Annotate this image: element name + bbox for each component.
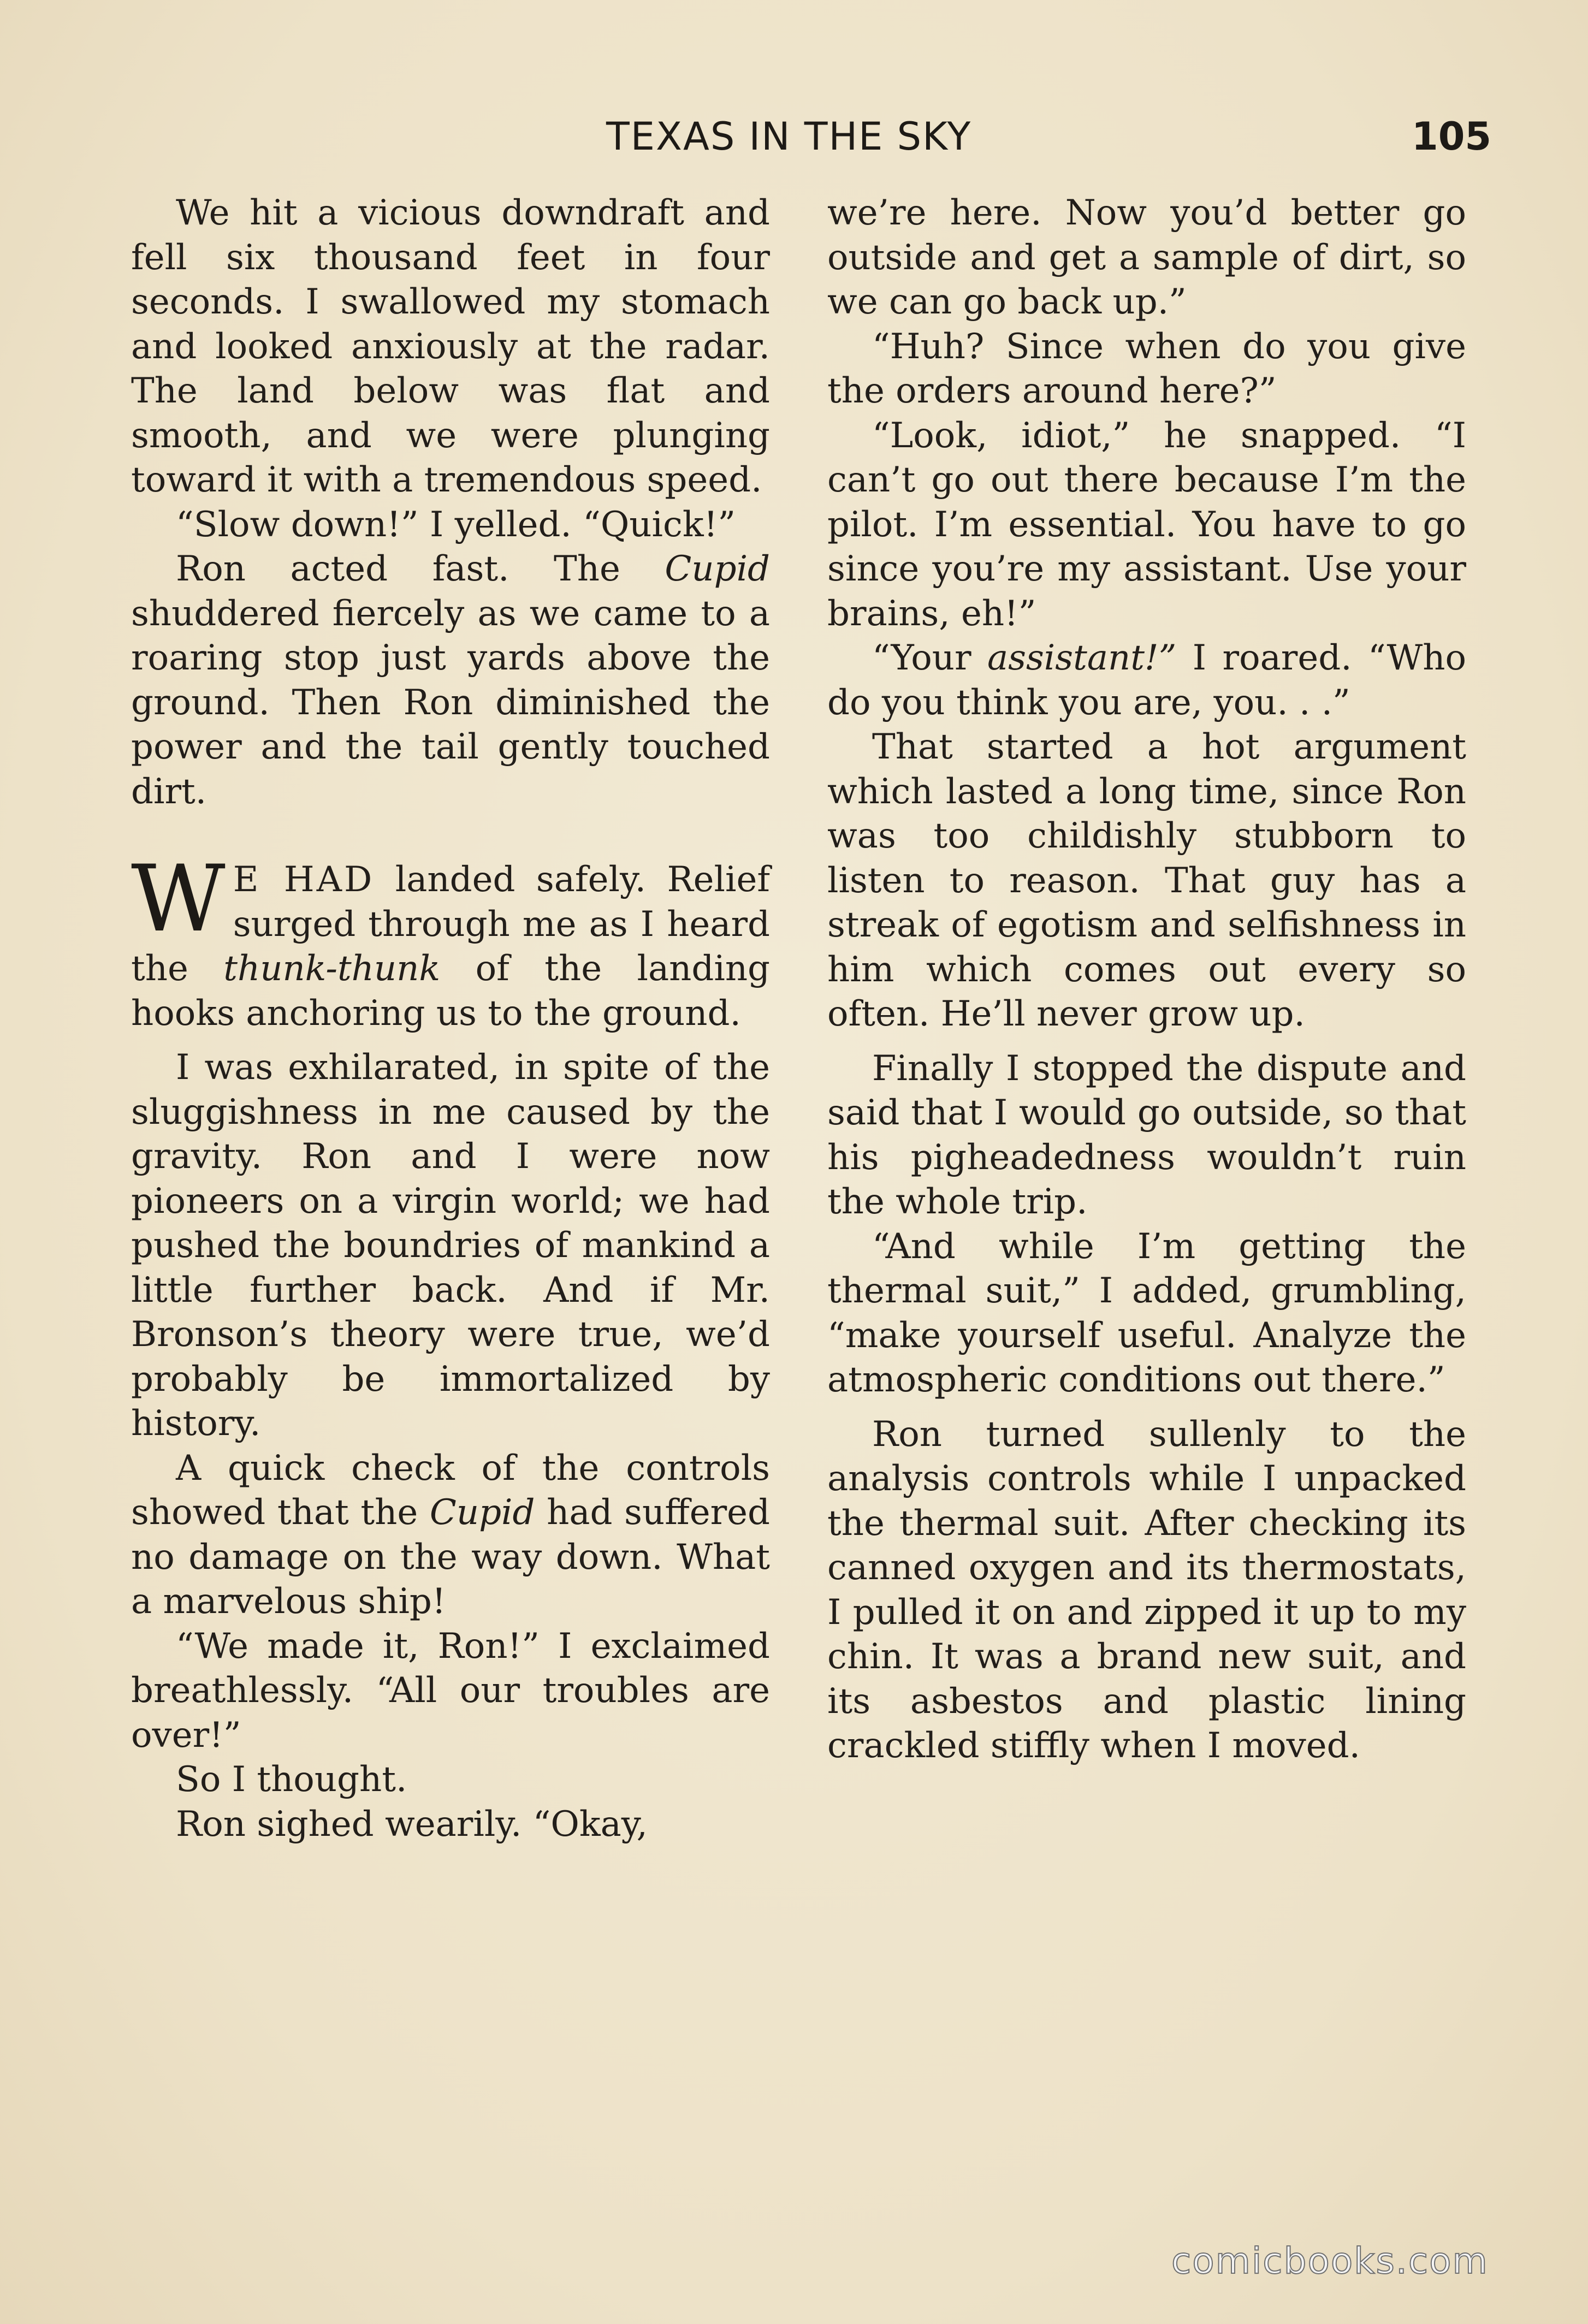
paragraph-continued: we’re here. Now you’d better go outside and get a sample of dirt, so we can go back up.” <box>827 193 1466 322</box>
paragraph: “We made it, Ron!” I exclaimed breathlessly. “All our troubles are over!” <box>131 1626 770 1756</box>
paragraph: That started a hot argument which lasted a long time, since Ron was too childishly stubborn to listen to reason. That guy has a streak of egotism and selfishness in him which comes out every so often. He’ll never grow up. <box>827 727 1466 1034</box>
drop-cap: W <box>131 845 226 952</box>
paragraph: We hit a vicious downdraft and fell six thousand feet in four seconds. I swallowed my stomach and looked anxiously at the radar. The land below was flat and smooth, and we were plunging toward it with a tremendous speed. <box>131 193 770 500</box>
paragraph: “Slow down!” I yelled. “Quick!” <box>176 504 736 545</box>
text-run: I roared. “Who do you think you are, you. . .” <box>827 638 1466 723</box>
page-number: 105 <box>1412 114 1492 159</box>
paragraph: So I thought. <box>176 1759 407 1800</box>
paragraph <box>827 636 1466 725</box>
text-run: landed safely. Relief surged through me as I heard the <box>131 859 770 989</box>
paragraph: Ron turned sullenly to the analysis controls while I unpacked the thermal suit. After checking its canned oxygen and its thermostats, I pulled it on and zipped it up to my chin. It was a brand new suit, and its asbestos and plastic lining crackled stiffly when I moved. <box>827 1414 1466 1766</box>
text-run: “Your <box>872 638 987 678</box>
right-column <box>827 191 1466 1769</box>
text-run: had suffered no damage on the way down. What a marvelous ship! <box>131 1492 771 1622</box>
page-title: TEXAS IN THE SKY <box>606 114 972 159</box>
text-run: of the landing hooks anchoring us to the ground. <box>131 948 770 1034</box>
paragraph <box>131 1446 770 1625</box>
paragraph: Finally I stopped the dispute and said that I would go outside, so that his pigheadedness wouldn’t ruin the whole trip. <box>827 1048 1466 1222</box>
text-run: Ron acted fast. The <box>176 549 665 589</box>
text-run: A quick check of the controls showed that the <box>131 1448 770 1533</box>
running-head <box>0 112 1588 161</box>
paragraph: “And while I’m getting the thermal suit,” I added, grumbling, “make yourself useful. Analyze the atmospheric conditions out there.” <box>827 1226 1466 1400</box>
ship-name: Cupid <box>429 1492 535 1533</box>
paragraph: “Look, idiot,” he snapped. “I can’t go out there because I’m the pilot. I’m essential. You have to go since you’re my assistant. Use your brains, eh!” <box>827 415 1466 634</box>
paragraph-spacer <box>827 1037 1466 1047</box>
paragraph: I was exhilarated, in spite of the sluggishness in me caused by the gravity. Ron and I were now pioneers on a virgin world; we had pushed the boundries of mankind a little further back. And if Mr. Bronson’s theory were true, we’d probably be immortalized by history. <box>131 1047 770 1444</box>
watermark: comicbooks.com <box>1171 2240 1489 2282</box>
ship-name: Cupid <box>665 549 770 589</box>
section-opening-paragraph <box>131 845 770 1036</box>
paragraph-spacer <box>827 1403 1466 1413</box>
emphasis: thunk-thunk <box>223 948 441 989</box>
small-caps-lead: E HAD <box>233 859 375 900</box>
paragraph-spacer <box>131 1036 770 1046</box>
paragraph: Ron sighed wearily. “Okay, <box>176 1804 648 1845</box>
paragraph <box>131 547 770 814</box>
section-break <box>131 814 770 858</box>
emphasis: assistant!” <box>987 638 1177 678</box>
paragraph: “Huh? Since when do you give the orders around here?” <box>827 326 1466 411</box>
left-column <box>131 191 770 1847</box>
text-run: shuddered fiercely as we came to a roaring stop just yards above the ground. Then Ron diminished the power and the tail gently touched dirt. <box>131 593 770 812</box>
